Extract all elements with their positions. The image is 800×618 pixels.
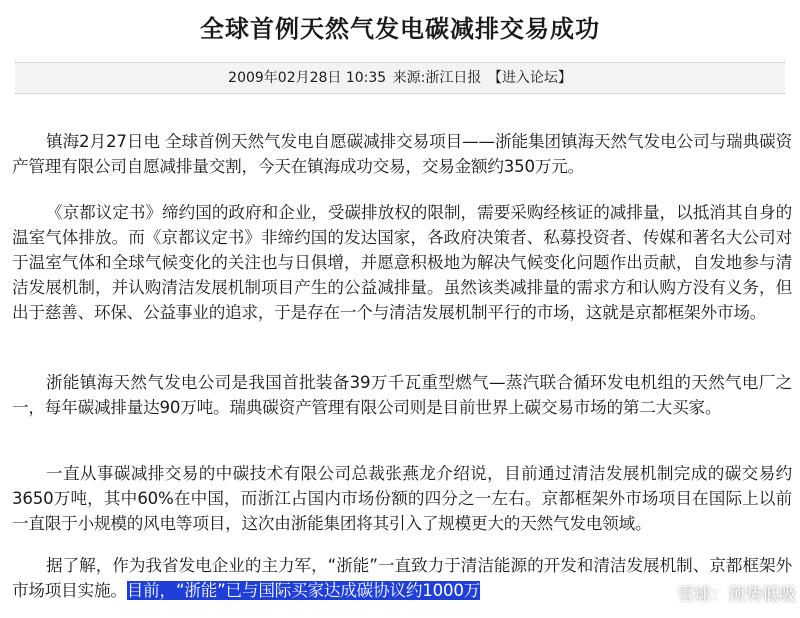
enter-forum-link[interactable]: 【进入论坛】 <box>487 70 572 86</box>
paragraph-1: 镇海2月27日电 全球首例天然气发电自愿碳减排交易项目——浙能集团镇海天然气发电公司与瑞典碳资产管理有限公司自愿减排量交割，今天在镇海成功交易，交易金额约350万元。 <box>12 132 792 176</box>
paragraph-5-text: 据了解，作为我省发电企业的主力军，“浙能”一直致力于清洁能源的开发和清洁发展机制、京都框架外市场项目实施。 <box>12 556 792 600</box>
publish-datetime: 2009年02月28日 10:35 <box>228 70 387 86</box>
article-source: 来源:浙江日报 <box>392 70 482 86</box>
highlighted-text-selection[interactable]: 目前，“浙能”已与国际买家达成碳协议约1000万 <box>126 581 481 600</box>
paragraph-4: 一直从事碳减排交易的中碳技术有限公司总裁张燕龙介绍说，目前通过清洁发展机制完成的碳交易约3650万吨，其中60%在中国，而浙江占国内市场份额的四分之一左右。京都框架外市场项目在国际上以前一直限于小规模的风电等项目，这次由浙能集团将其引入了规模更大的天然气发电领域。 <box>12 464 792 533</box>
snowball-watermark <box>647 579 796 611</box>
article-title: 全球首例天然气发电碳减排交易成功 <box>200 15 600 43</box>
article-meta-bar <box>15 62 785 94</box>
watermark-text: 雪球：预势低吸 <box>677 585 796 605</box>
snowball-icon <box>647 582 673 608</box>
paragraph-2: 《京都议定书》缔约国的政府和企业，受碳排放权的限制，需要采购经核证的减排量，以抵消其自身的温室气体排放。而《京都议定书》非缔约国的发达国家，各政府决策者、私募投资者、传媒和著名大公司对于温室气体和全球气候变化的关注也与日俱增，并愿意积极地为解决气候变化问题作出贡献，自发地参与清洁发展机制，并认购清洁发展机制项目产生的公益减排量。虽然该类减排量的需求方和认购方没有义务，但出于慈善、环保、公益事业的追求，于是存在一个与清洁发展机制平行的市场，这就是京都框架外市场。 <box>12 203 792 322</box>
paragraph-3: 浙能镇海天然气发电公司是我国首批装备39万千瓦重型燃气—蒸汽联合循环发电机组的天然气电厂之一，每年碳减排量达90万吨。瑞典碳资产管理有限公司则是目前世界上碳交易市场的第二大买家。 <box>12 373 792 417</box>
